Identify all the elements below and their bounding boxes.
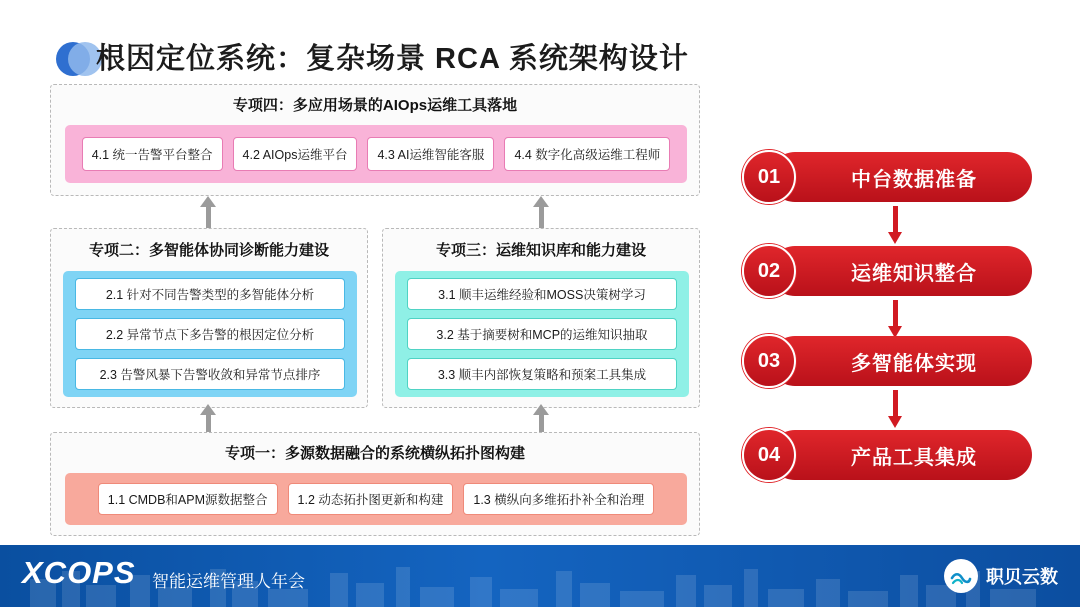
roadmap-step-02-number: 02 [742, 244, 796, 298]
section-4-items [82, 137, 671, 171]
list-item[interactable]: 1.1 CMDB和APM源数据整合 [98, 483, 278, 515]
list-item[interactable]: 4.3 AI运维智能客服 [367, 137, 494, 171]
arrow-up-section3-to-section4 [533, 196, 549, 230]
section-block-1 [50, 432, 700, 536]
page-title: 根因定位系统：复杂场景 RCA 系统架构设计 [96, 43, 689, 75]
two-circles-logo-icon [56, 42, 90, 76]
section-block-3 [382, 228, 700, 408]
footer-logo: XCOPS [22, 555, 136, 590]
roadmap-step-02-bar [770, 246, 1032, 296]
section-4-band [65, 125, 687, 183]
list-item[interactable]: 4.1 统一告警平台整合 [82, 137, 223, 171]
section-1-band [65, 473, 687, 525]
section-block-4 [50, 84, 700, 196]
roadmap-step-03-number: 03 [742, 334, 796, 388]
list-item[interactable]: 2.1 针对不同告警类型的多智能体分析 [75, 278, 345, 310]
list-item[interactable]: 3.2 基于摘要树和MCP的运维知识抽取 [407, 318, 677, 350]
roadmap-step-04-label: 产品工具集成 [851, 446, 977, 469]
roadmap-step-01-label: 中台数据准备 [851, 168, 977, 191]
section-3-band [395, 271, 689, 397]
roadmap-step-03-bar [770, 336, 1032, 386]
arrow-down-03-04 [888, 390, 902, 428]
wave-circle-icon [944, 559, 978, 593]
arrow-down-02-03 [888, 300, 902, 338]
section-block-2 [50, 228, 368, 408]
roadmap-step-04[interactable] [742, 430, 1032, 480]
roadmap-step-03[interactable] [742, 336, 1032, 386]
roadmap-step-04-bar [770, 430, 1032, 480]
section-2-title: 专项二：多智能体协同诊断能力建设 [88, 242, 329, 259]
section-1-title: 专项一：多源数据融合的系统横纵拓扑图构建 [224, 445, 525, 462]
list-item[interactable]: 4.4 数字化高级运维工程师 [504, 137, 670, 171]
section-4-title: 专项四：多应用场景的AIOps运维工具落地 [232, 97, 518, 114]
arrow-up-section2-to-section4 [200, 196, 216, 230]
roadmap-step-04-number: 04 [742, 428, 796, 482]
section-2-band [63, 271, 357, 397]
roadmap-step-01[interactable] [742, 152, 1032, 202]
roadmap-step-03-label: 多智能体实现 [851, 352, 977, 375]
footer-subtitle: 智能运维管理人年会 [152, 572, 305, 591]
list-item[interactable]: 1.2 动态拓扑图更新和构建 [288, 483, 454, 515]
section-1-items [98, 483, 654, 515]
brand-name: 职贝云数 [986, 567, 1058, 587]
list-item[interactable]: 4.2 AIOps运维平台 [233, 137, 358, 171]
section-3-title: 专项三：运维知识库和能力建设 [435, 242, 646, 259]
list-item[interactable]: 3.3 顺丰内部恢复策略和预案工具集成 [407, 358, 677, 390]
roadmap-step-01-bar [770, 152, 1032, 202]
list-item[interactable]: 3.1 顺丰运维经验和MOSS决策树学习 [407, 278, 677, 310]
list-item[interactable]: 1.3 横纵向多维拓扑补全和治理 [463, 483, 654, 515]
list-item[interactable]: 2.3 告警风暴下告警收敛和异常节点排序 [75, 358, 345, 390]
list-item[interactable]: 2.2 异常节点下多告警的根因定位分析 [75, 318, 345, 350]
slide-footer [0, 545, 1080, 607]
roadmap-step-02[interactable] [742, 246, 1032, 296]
roadmap-step-02-label: 运维知识整合 [851, 262, 977, 285]
arrow-down-01-02 [888, 206, 902, 244]
slide-header [0, 16, 1080, 75]
roadmap-step-01-number: 01 [742, 150, 796, 204]
brand-block [944, 559, 1058, 593]
